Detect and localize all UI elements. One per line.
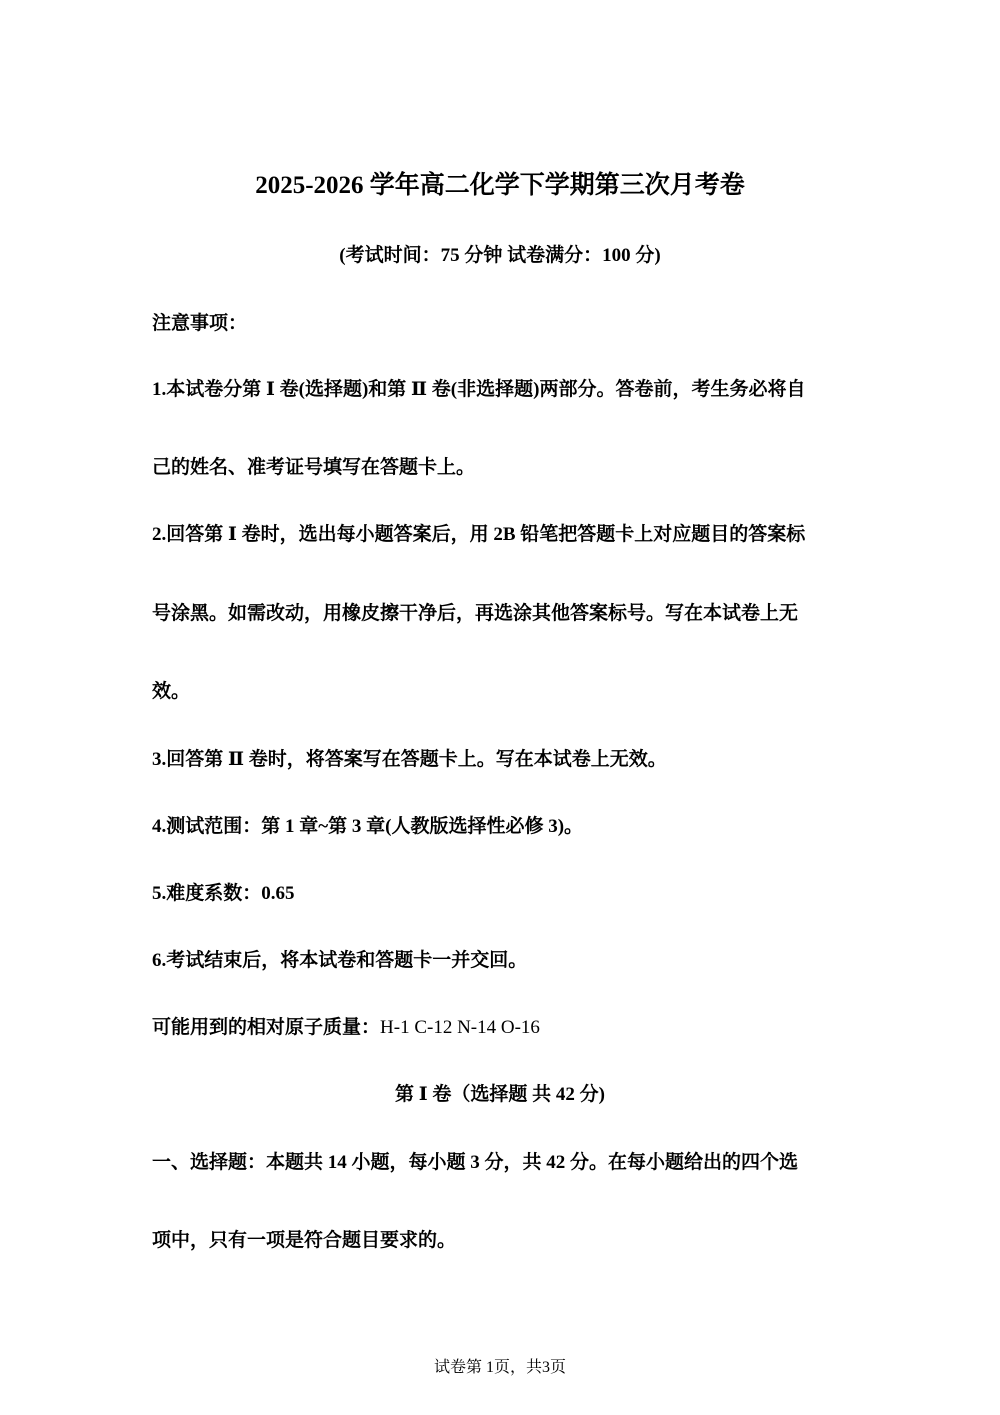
note-item-2-line-3: 效。 [152,681,191,702]
note-item-1-line-1: 1.本试卷分第 Ⅰ 卷(选择题)和第 Ⅱ 卷(非选择题)两部分。答卷前，考生务必将自 [152,379,806,400]
note-item-6: 6.考试结束后，将本试卷和答题卡一并交回。 [152,950,528,971]
note-item-4: 4.测试范围：第 1 章~第 3 章(人教版选择性必修 3)。 [152,816,584,837]
exam-time-info: (考试时间：75 分钟 试卷满分：100 分) [339,245,661,266]
atomic-mass-label: 可能用到的相对原子质量： [152,1017,381,1038]
section-intro-line-1: 一、选择题：本题共 14 小题，每小题 3 分，共 42 分。在每小题给出的四个选 [152,1152,799,1173]
document-title: 2025-2026 学年高二化学下学期第三次月考卷 [255,172,745,199]
note-item-1-line-2: 己的姓名、准考证号填写在答题卡上。 [152,457,476,478]
atomic-mass-values: H-1 C-12 N-14 O-16 [380,1017,540,1038]
atomic-mass-line [152,1014,540,1042]
note-item-5: 5.难度系数：0.65 [152,883,295,904]
section-intro-line-2: 项中，只有一项是符合题目要求的。 [152,1230,457,1251]
page-footer: 试卷第 1页，共3页 [433,1359,566,1376]
notes-heading: 注意事项： [152,313,248,334]
section-title: 第 Ⅰ 卷（选择题 共 42 分) [395,1084,605,1105]
note-item-3: 3.回答第 Ⅱ 卷时，将答案写在答题卡上。写在本试卷上无效。 [152,749,667,770]
note-item-2-line-1: 2.回答第 Ⅰ 卷时，选出每小题答案后，用 2B 铅笔把答题卡上对应题目的答案标 [152,524,806,545]
note-item-2-line-2: 号涂黑。如需改动，用橡皮擦干净后，再选涂其他答案标号。写在本试卷上无 [152,603,799,624]
